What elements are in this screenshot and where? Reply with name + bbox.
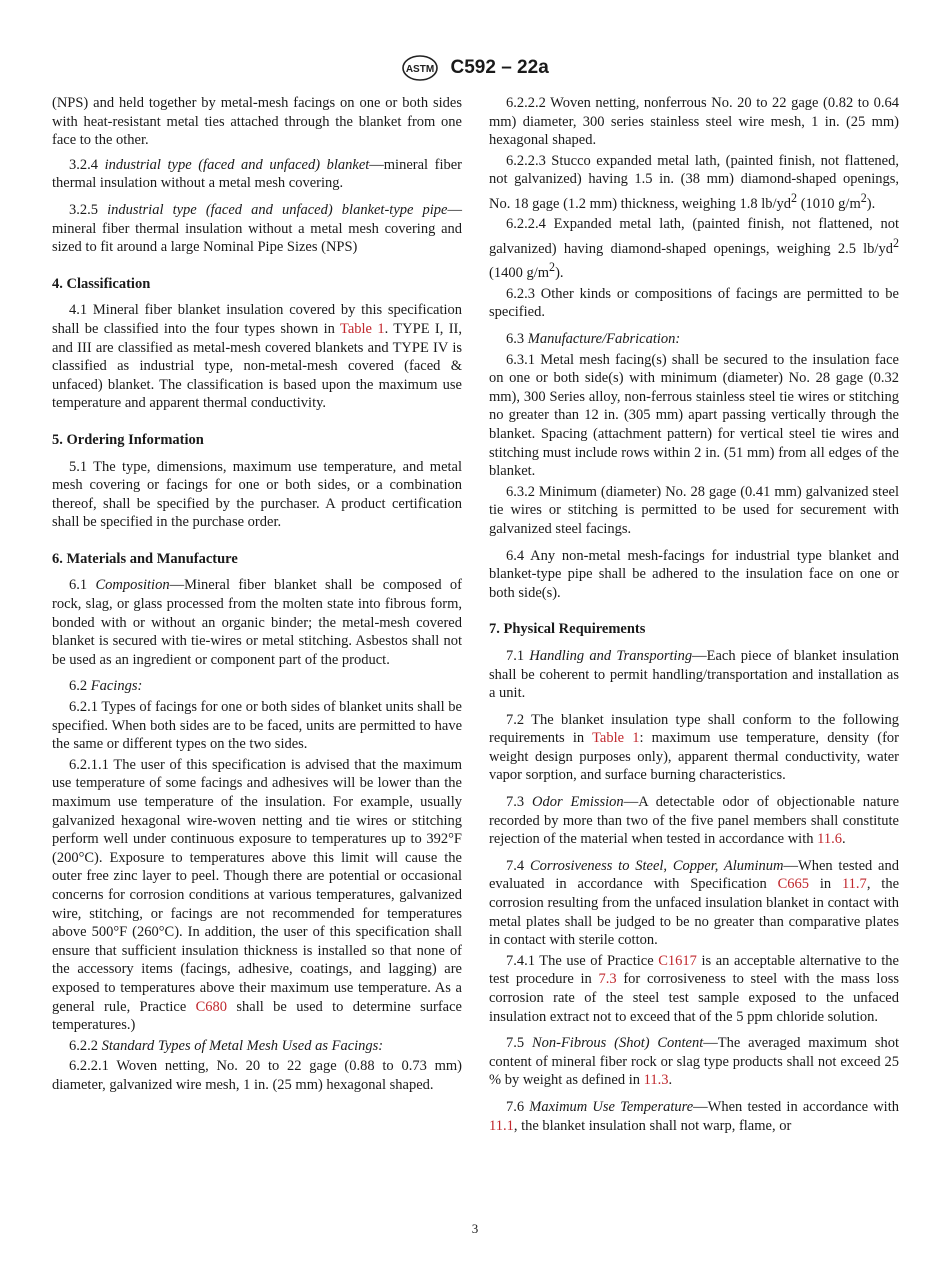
section-11-1-link[interactable]: 11.1	[489, 1117, 514, 1134]
paragraph-7-3: 7.3 Odor Emission—A detectable odor of objectionable nature recorded by more than two of the five panel members shall constitute rejection of the material when tested in accordance with 11.6.	[489, 794, 900, 848]
section-heading-4: 4. Classification	[52, 275, 151, 292]
paragraph-3-2-5: 3.2.5 industrial type (faced and unfaced) blanket-type pipe—mineral fiber thermal insulation without a metal mesh covering and sized to fit around a large Nominal Pipe Sizes (NPS)	[52, 201, 462, 256]
table-1-link[interactable]: Table 1	[592, 730, 640, 747]
section-11-3-link[interactable]: 11.3	[643, 1072, 669, 1089]
paragraph-5-1: 5.1 The type, dimensions, maximum use temperature, and metal mesh covering or facings for one or both sides, or a combination thereof, shall be specified by the purchaser. A product certification shall be specified in the purchase order.	[52, 458, 462, 531]
paragraph-7-2: 7.2 The blanket insulation type shall conform to the following requirements in Table 1: maximum use temperature, density (for weight design purposes only), apparent thermal conductivity, water vapor sorption, and surface burning characteristics.	[489, 711, 899, 784]
paragraph-6-2: 6.2 Facings:	[69, 678, 143, 695]
paragraph-6-3-1: 6.3.1 Metal mesh facing(s) shall be secured to the insulation face on one or both side(s) with minimum (diameter) No. 28 gage (0.32 mm), 300 Series alloy, non-ferrous stainless steel tie wires or stitching no greater than 12 in. (305 mm) apart passing vertically through the blanket. Spacing (attachment pattern) for vertical steel tie wires and stitching must include rows within 2 in. (51 mm) from all edges of the blanket.	[489, 351, 899, 480]
paragraph-6-2-2: 6.2.2 Standard Types of Metal Mesh Used as Facings:	[69, 1037, 384, 1054]
paragraph-6-4: 6.4 Any non-metal mesh-facings for industrial type blanket and blanket-type pipe shall be adhered to the insulation face on one or both side(s).	[489, 547, 899, 601]
c680-link[interactable]: C680	[195, 998, 228, 1015]
paragraph-6-2-2-2: 6.2.2.2 Woven netting, nonferrous No. 20 to 22 gage (0.82 to 0.64 mm) diameter, 300 series stainless steel wire mesh, 1 in. (25 mm) hexagonal shaped.	[489, 95, 899, 149]
paragraph-6-3-2: 6.3.2 Minimum (diameter) No. 28 gage (0.41 mm) galvanized steel tie wires or stitching is permitted to be used for securement with galvanized steel facings.	[489, 483, 899, 537]
c665-link[interactable]: C665	[777, 876, 809, 893]
paragraph-7-5: 7.5 Non-Fibrous (Shot) Content—The averaged maximum shot content of mineral fiber rock or slag type products shall not exceed 25 % by weight as defined in 11.3.	[489, 1035, 900, 1089]
paragraph-6-2-1-1: 6.2.1.1 The user of this specification is advised that the maximum use temperature of some facings and adhesives will be lower than the maximum use temperature of the insulation. For example, usually galvanized hexagonal wire-woven netting and tie wires or stitching perform well under continuous exposure to temperatures up to 392°F (200°C). Exposure to temperatures above this limit will cause the outer free zinc layer to peel. Though there are potential or occasional concerns for corrosion conditions at various temperatures, galvanized wire, stitching, or facings are not recommended for temperatures above 500°F (260°C). In addition, the user of this specification shall ensure that sufficient insulation thickness is installed so that none of the accessory items (facings, adhesive, coatings, and lagging) are exposed to temperatures above their maximum use temperature. As a general rule, Practice C680 shall be used to determine surface temperatures.)	[52, 756, 462, 1034]
paragraph-6-2-1: 6.2.1 Types of facings for one or both sides of blanket units shall be specified. When both sides are to be faced, units are permitted to have the same or different types on the two sides.	[52, 699, 462, 753]
right-column	[489, 94, 899, 1143]
paragraph-7-4: 7.4 Corrosiveness to Steel, Copper, Aluminum—When tested and evaluated in accordance with Specification C665 in 11.7, the corrosion resulting from the unfaced insulation blanket in contact with metal plates shall be judged to be no greater than comparative plates in contact with sterile cotton.	[489, 857, 900, 949]
page-number: 3	[471, 1221, 479, 1236]
svg-text:ASTM: ASTM	[406, 64, 435, 75]
astm-logo-icon	[401, 54, 439, 82]
section-heading-6: 6. Materials and Manufacture	[52, 550, 238, 567]
paragraph-6-1: 6.1 Composition—Mineral fiber blanket shall be composed of rock, slag, or glass processed from the molten state into fibrous form, bonded with or without an organic binder; the metal-mesh covered blanket is secured with tie-wires or metal stitching. Asbestos shall not be used as an ingredient or component part of the product.	[52, 577, 462, 668]
paragraph-6-2-2-1: 6.2.2.1 Woven netting, No. 20 to 22 gage (0.88 to 0.73 mm) diameter, galvanized wire mesh, 1 in. (25 mm) hexagonal shaped.	[52, 1058, 462, 1093]
paragraph-nps-continuation: (NPS) and held together by metal-mesh facings on one or both sides with heat-resistant metal ties attached through the blanket from one face to the other.	[52, 95, 462, 149]
paragraph-6-2-3: 6.2.3 Other kinds or compositions of facings are permitted to be specified.	[489, 285, 899, 321]
left-column	[52, 94, 462, 1097]
section-11-6-link[interactable]: 11.6	[817, 831, 842, 848]
paragraph-6-2-2-4: 6.2.2.4 Expanded metal lath, (painted finish, not flattened, not galvanized) having diamond-shaped openings, weighing 2.5 $lb/yd^2$ (1400 $g/m^2$).	[489, 216, 899, 282]
section-heading-7: 7. Physical Requirements	[489, 621, 646, 638]
paragraph-6-2-2-3: 6.2.2.3 Stucco expanded metal lath, (painted finish, not flattened, not galvanized) having 1.5 in. (38 mm) diamond-shaped openings, No. 18 gage (1.2 mm) thickness, weighing 1.8 $lb/yd^2$ (1010 $g/m^2$).	[489, 152, 899, 212]
section-11-7-link[interactable]: 11.7	[841, 876, 867, 893]
paragraph-6-3: 6.3 Manufacture/Fabrication:	[506, 331, 681, 348]
section-7-3-link[interactable]: 7.3	[598, 971, 617, 988]
table-1-link[interactable]: Table 1	[339, 320, 385, 337]
paragraph-7-1: 7.1 Handling and Transporting—Each piece of blanket insulation shall be coherent to permit handling/transportation and installation as a unit.	[489, 647, 900, 702]
page-header	[0, 54, 950, 82]
paragraph-3-2-4: 3.2.4 industrial type (faced and unfaced) blanket—mineral fiber thermal insulation without a metal mesh covering.	[52, 156, 462, 192]
paragraph-7-4-1: 7.4.1 The use of Practice C1617 is an acceptable alternative to the test procedure in 7.3 for corrosiveness to steel with the mass loss corrosion rate of the steel test sample exposed to the unfaced insulation extract not to exceed that of the 5 ppm chloride solution.	[489, 952, 899, 1025]
c1617-link[interactable]: C1617	[658, 952, 697, 969]
document-code: C592 – 22a	[450, 57, 549, 78]
paragraph-4-1: 4.1 Mineral fiber blanket insulation covered by this specification shall be classified into the four types shown in Table 1. TYPE I, II, and III are classified as metal-mesh covered blankets and TYPE IV is classified as industrial type, non-metal-mesh covered (faced & unfaced) blanket. The classification is based upon the maximum use temperature and apparent thermal conductivity.	[52, 302, 462, 412]
paragraph-7-6: 7.6 Maximum Use Temperature—When tested in accordance with 11.1, the blanket insulation shall not warp, flame, or	[489, 1098, 899, 1134]
section-heading-5: 5. Ordering Information	[52, 431, 204, 448]
